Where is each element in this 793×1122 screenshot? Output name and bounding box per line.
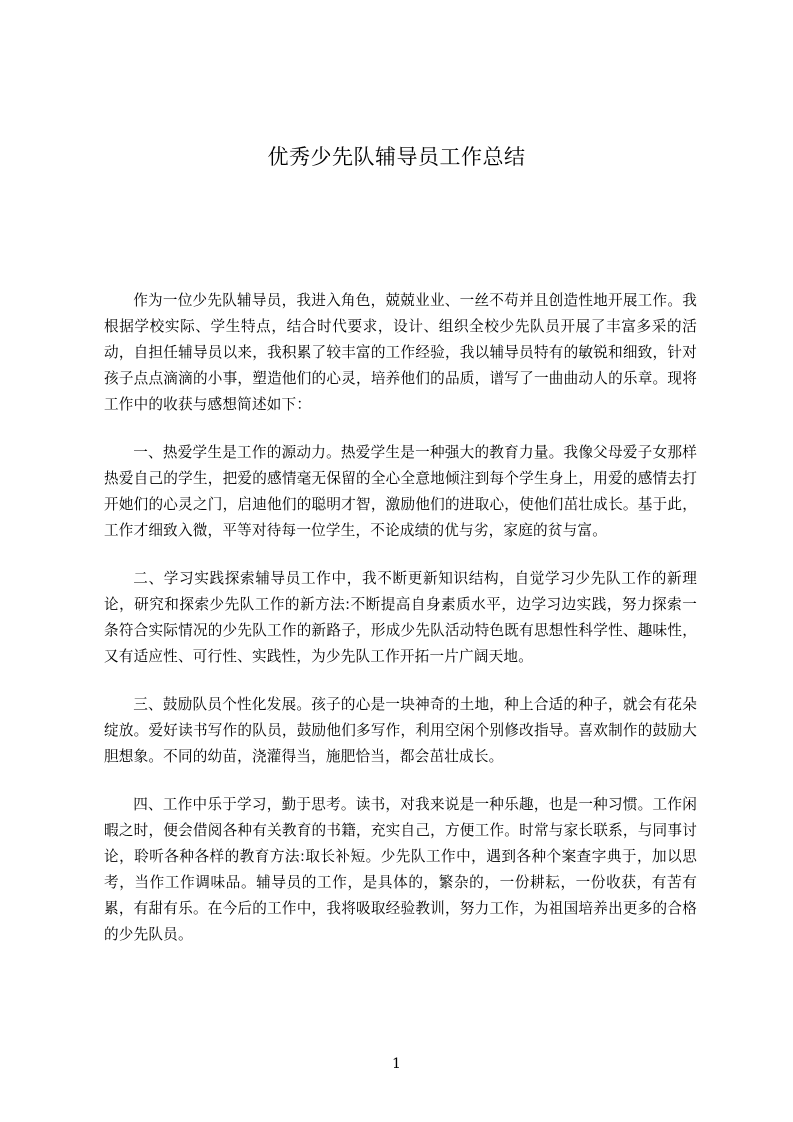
paragraph-section-4: 四、工作中乐于学习，勤于思考。读书，对我来说是一种乐趣，也是一种习惯。工作闲暇之时，便会借阅各种有关教育的书籍，充实自己，方便工作。时常与家长联系，与同事讨论，聆听各种各样的教育方法:取长补短。少先队工作中，遇到各种个案查字典于，加以思考，当作工作调味品。辅导员的工作，是具体的，繁杂的，一份耕耘，一份收获，有苦有累，有甜有乐。在今后的工作中，我将吸取经验教训，努力工作，为祖国培养出更多的合格的少先队员。: [104, 796, 697, 943]
paragraph-section-1: 一、热爱学生是工作的源动力。热爱学生是一种强大的教育力量。我像父母爱子女那样热爱自己的学生，把爱的感情毫无保留的全心全意地倾注到每个学生身上，用爱的感情去打开她们的心灵之门，启迪他们的聪明才智，激励他们的进取心，使他们茁壮成长。基于此，工作才细致入微，平等对待每一位学生，不论成绩的优与劣，家庭的贫与富。: [104, 444, 697, 539]
paragraph-intro: 作为一位少先队辅导员，我进入角色，兢兢业业、一丝不苟并且创造性地开展工作。我根据学校实际、学生特点，结合时代要求，设计、组织全校少先队员开展了丰富多采的活动，自担任辅导员以来，我积累了较丰富的工作经验，我以辅导员特有的敏锐和细致，针对孩子点点滴滴的小事，塑造他们的心灵，培养他们的品质，谱写了一曲曲动人的乐章。现将工作中的收获与感想简述如下：: [104, 292, 697, 413]
document-title: 优秀少先队辅导员工作总结: [267, 145, 526, 169]
page-number: 1: [392, 1056, 401, 1072]
document-body: [104, 288, 697, 970]
paragraph-section-3: 三、鼓励队员个性化发展。孩子的心是一块神奇的土地，种上合适的种子，就会有花朵绽放。爱好读书写作的队员，鼓励他们多写作，利用空闲个别修改指导。喜欢制作的鼓励大胆想象。不同的幼苗，浇灌得当，施肥恰当，都会茁壮成长。: [104, 696, 697, 765]
paragraph-section-2: 二、学习实践探索辅导员工作中，我不断更新知识结构，自觉学习少先队工作的新理论，研究和探索少先队工作的新方法:不断提高自身素质水平，边学习边实践，努力探索一条符合实际情况的少先队工作的新路子，形成少先队活动特色既有思想性科学性、趣味性，又有适应性、可行性、实践性，为少先队工作开拓一片广阔天地。: [104, 570, 697, 665]
